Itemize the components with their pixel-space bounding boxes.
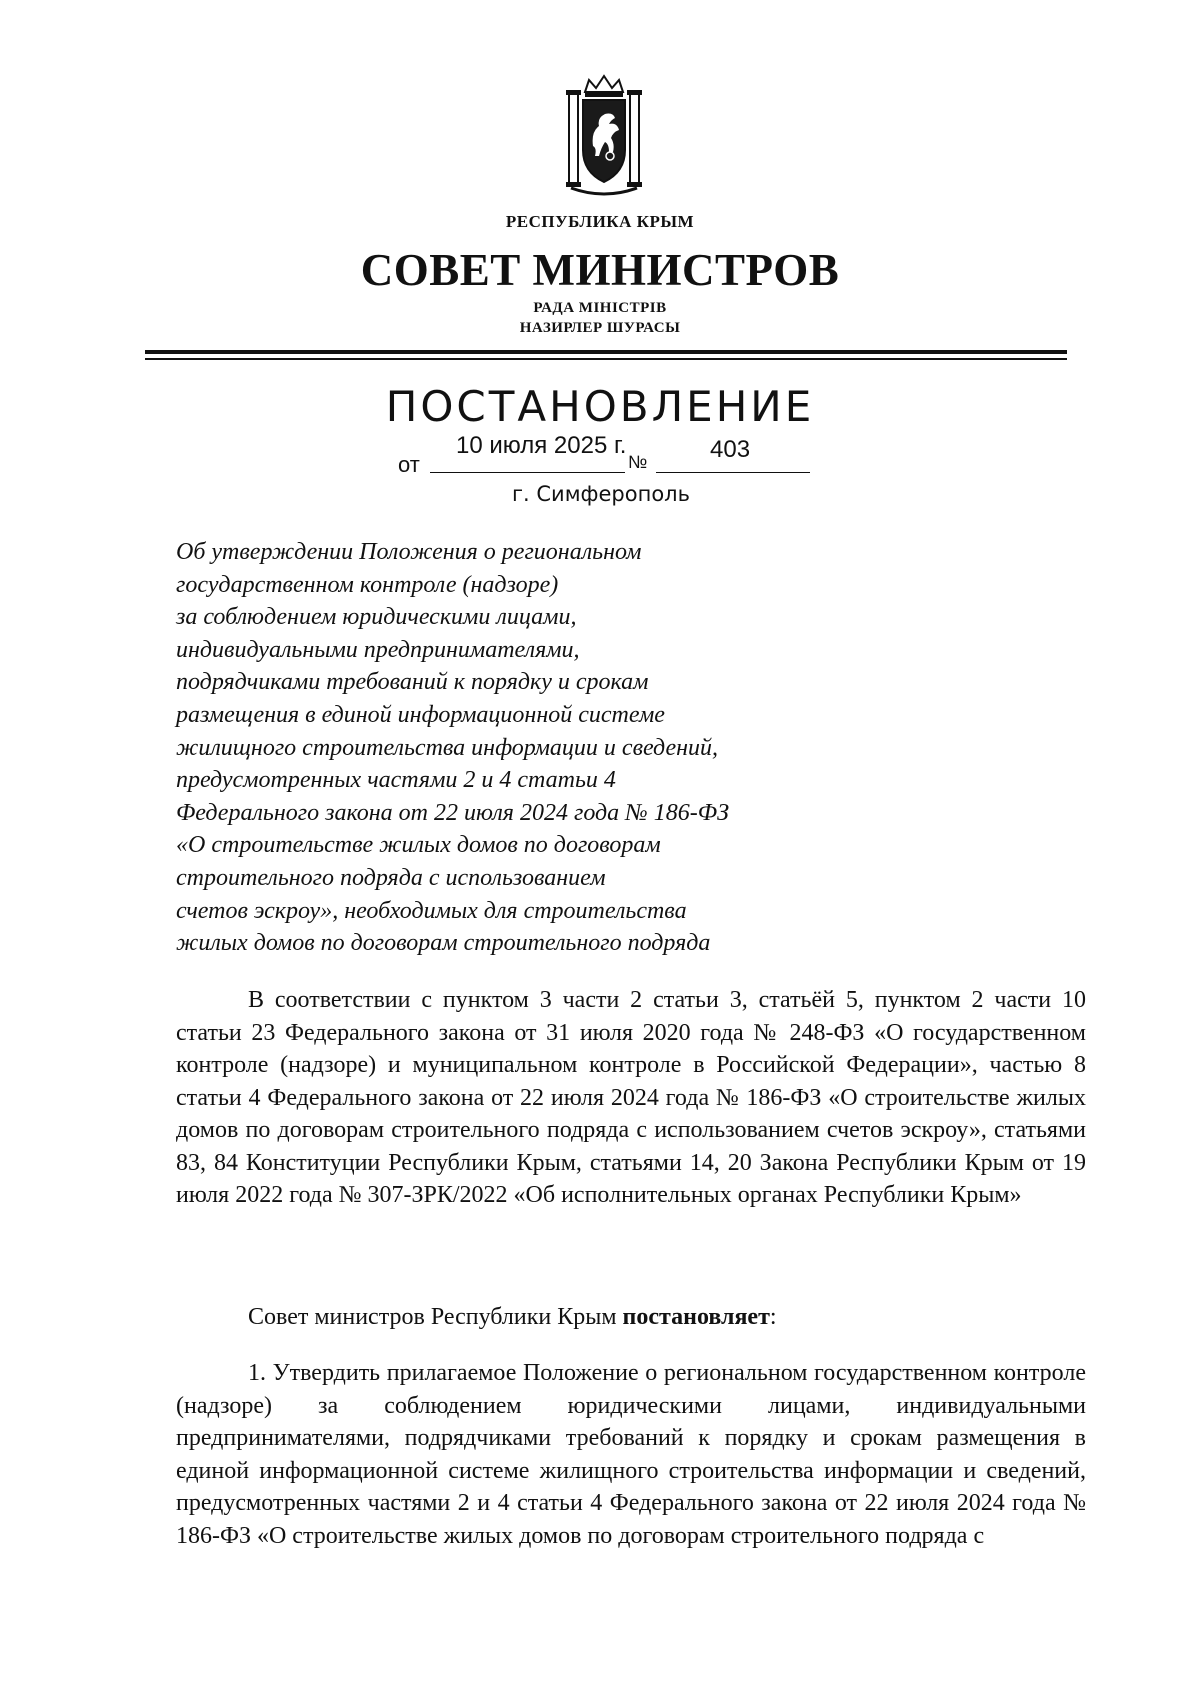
- subject-line: жилищного строительства информации и сведений,: [176, 734, 719, 761]
- subject-line: Федерального закона от 22 июля 2024 года № 186-ФЗ: [176, 799, 729, 826]
- subject-line: жилых домов по договорам строительного подряда: [176, 930, 711, 957]
- subject-line: счетов эскроу», необходимых для строительства: [176, 897, 687, 924]
- subject-line: за соблюдением юридическими лицами,: [176, 604, 577, 631]
- resolves-paragraph: [176, 1301, 1086, 1334]
- decree-city: г. Симферополь: [512, 482, 690, 506]
- decree-subject: [176, 536, 856, 960]
- crimea-coat-of-arms-icon: [563, 72, 645, 196]
- preamble-paragraph: В соответствии с пунктом 3 части 2 статьи 3, статьёй 5, пунктом 2 части 10 статьи 23 Федерального закона от 31 июля 2020 года № 248-ФЗ «О государственном контроле (надзоре) и муниципальном контроле в Российской Федерации», частью 8 статьи 4 Федерального закона от 22 июля 2024 года № 186-ФЗ «О строительстве жилых домов по договорам строительного подряда с использованием счетов эскроу», статьями 83, 84 Конституции Республики Крым, статьями 14, 20 Закона Республики Крым от 19 июля 2022 года № 307-ЗРК/2022 «Об исполнительных органах Республики Крым»: [176, 987, 1086, 1208]
- resolves-prefix: Совет министров Республики Крым: [248, 1304, 617, 1330]
- subject-line: размещения в единой информационной системе: [176, 701, 665, 728]
- number-underline: [656, 472, 810, 473]
- subject-line: Об утверждении Положения о региональном: [176, 539, 642, 565]
- date-prefix-label: от: [398, 452, 420, 477]
- subject-line: индивидуальными предпринимателями,: [176, 636, 580, 663]
- decree-title: ПОСТАНОВЛЕНИЕ: [385, 382, 815, 431]
- resolves-suffix: :: [769, 1304, 777, 1330]
- header-divider-thick: [145, 350, 1067, 354]
- date-underline: [430, 472, 625, 473]
- item-1-paragraph: 1. Утвердить прилагаемое Положение о региональном государственном контроле (надзоре) за соблюдением юридическими лицами, индивидуальными предпринимателями, подрядчиками требований к порядку и срокам размещения в единой информационной системе жилищного строительства информации и сведений, предусмотренных частями 2 и 4 статьи 4 Федерального закона от 22 июля 2024 года № 186-ФЗ «О строительстве жилых домов по договорам строительного подряда с: [176, 1360, 1086, 1549]
- header-divider-thin: [145, 358, 1067, 360]
- resolves-keyword: постановляет: [622, 1304, 770, 1330]
- council-title-ukrainian: РАДА МІНІСТРІВ: [533, 300, 667, 316]
- subject-line: государственном контроле (надзоре): [176, 571, 559, 598]
- subject-line: подрядчиками требований к порядку и срокам: [176, 669, 649, 696]
- subject-line: «О строительстве жилых домов по договорам: [176, 832, 661, 859]
- subject-line: предусмотренных частями 2 и 4 статьи 4: [176, 767, 616, 794]
- subject-line: строительного подряда с использованием: [176, 864, 606, 891]
- decree-number: 403: [710, 436, 751, 463]
- decree-date: 10 июля 2025 г.: [456, 432, 627, 459]
- council-title: СОВЕТ МИНИСТРОВ: [360, 245, 840, 295]
- republic-name: РЕСПУБЛИКА КРЫМ: [505, 212, 695, 231]
- council-title-crimean-tatar: НАЗИРЛЕР ШУРАСЫ: [519, 320, 681, 336]
- number-prefix-label: №: [628, 452, 648, 472]
